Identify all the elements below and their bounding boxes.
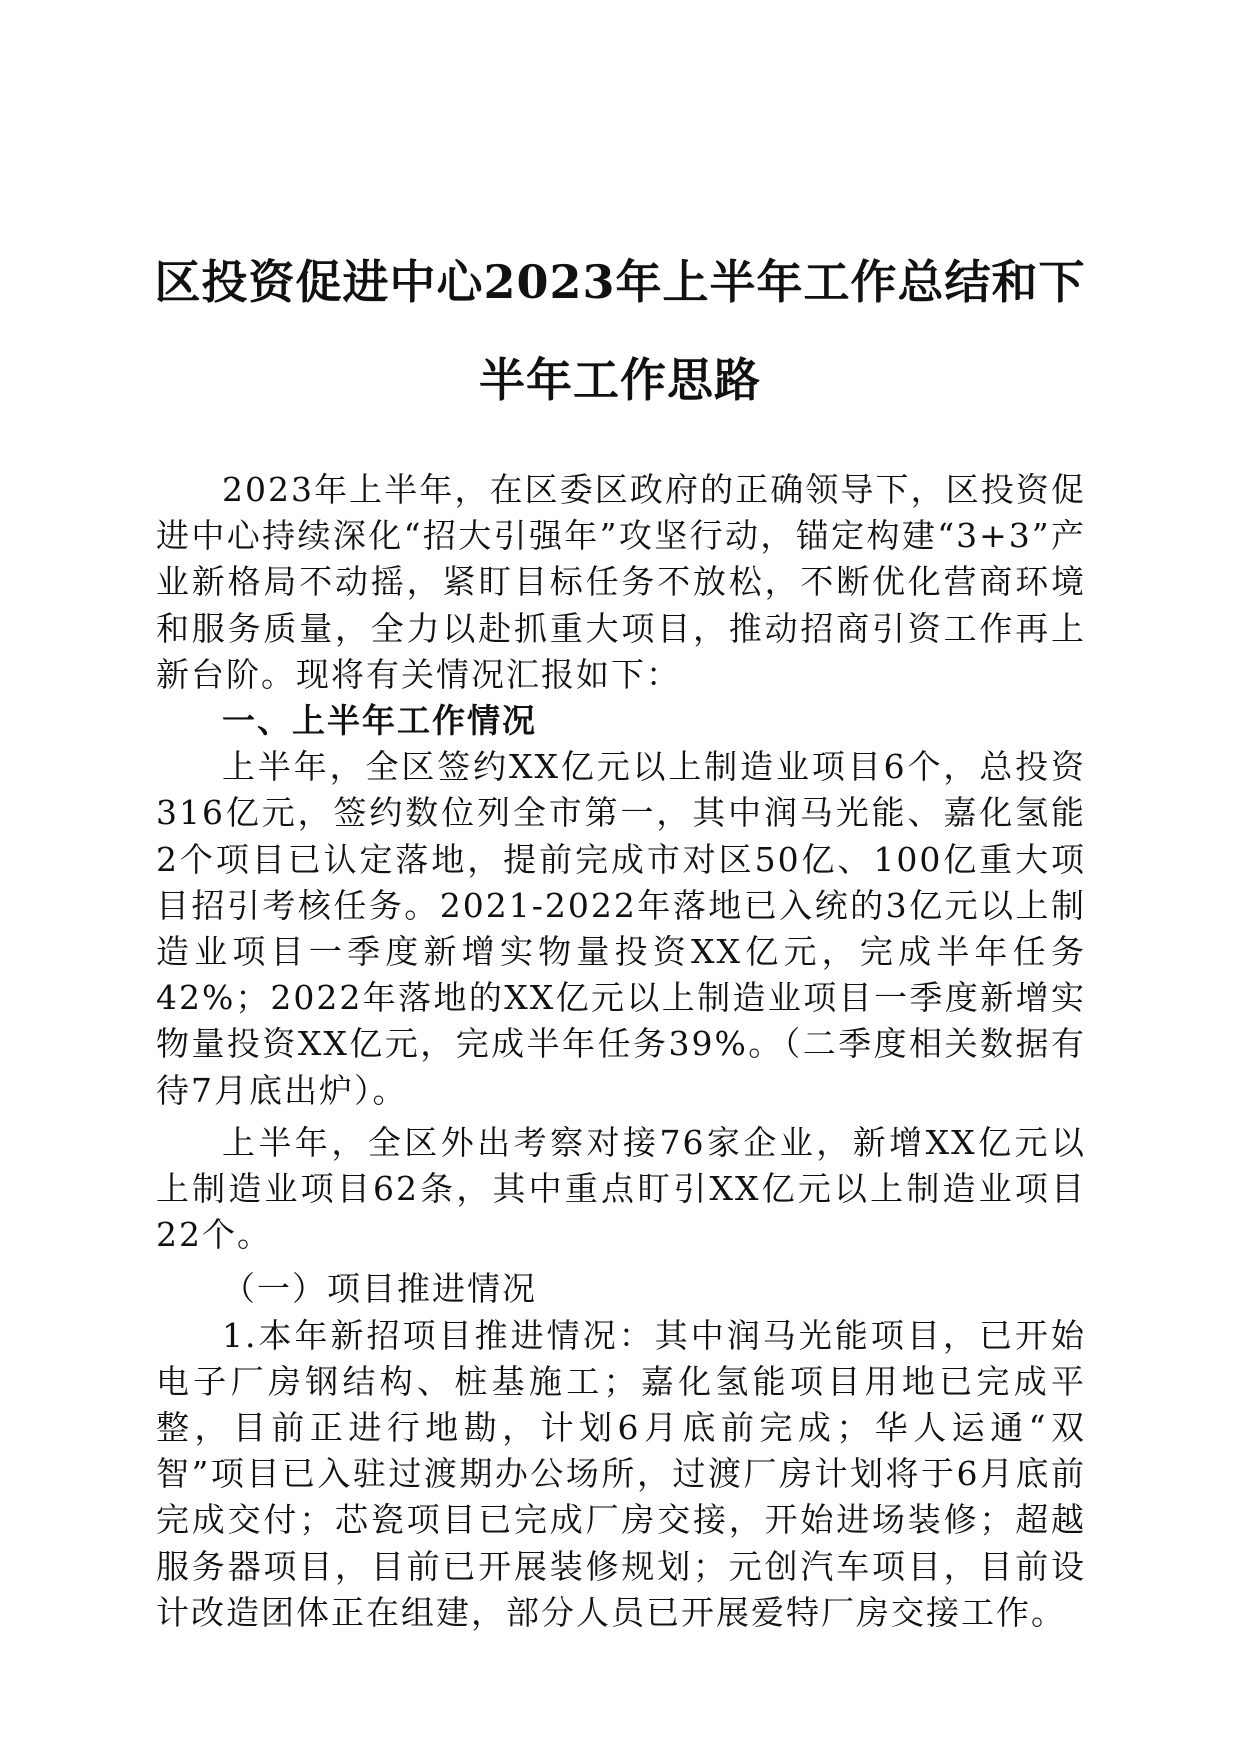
section1-paragraph-2: 上半年，全区外出考察对接76家企业，新增XX亿元以上制造业项目62条，其中重点盯引XX亿元以上制造业项目22个。 [156, 1122, 1086, 1255]
section-heading-1: 一、上半年工作情况 [222, 701, 537, 741]
subsection1-paragraph-1: 1.本年新招项目推进情况：其中润马光能项目，已开始电子厂房钢结构、桩基施工；嘉化氢能项目用地已完成平整，目前正进行地勘，计划6月底前完成；华人运通“双智”项目已入驻过渡期办公场所，过渡厂房计划将于6月底前完成交付；芯瓷项目已完成厂房交接，开始进场装修；超越服务器项目，目前已开展装修规划；元创汽车项目，目前设计改造团体正在组建，部分人员已开展爱特厂房交接工作。 [156, 1315, 1086, 1632]
intro-paragraph: 2023年上半年，在区委区政府的正确领导下，区投资促进中心持续深化“招大引强年”攻坚行动，锚定构建“3+3”产业新格局不动摇，紧盯目标任务不放松，不断优化营商环境和服务质量，全力以赴抓重大项目，推动招商引资工作再上新台阶。现将有关情况汇报如下： [156, 470, 1086, 694]
document-body [156, 467, 1086, 1636]
document-title-line-2: 半年工作思路 [479, 353, 761, 407]
subsection-heading-1: （一）项目推进情况 [222, 1269, 537, 1309]
section1-paragraph-1: 上半年，全区签约XX亿元以上制造业项目6个，总投资316亿元，签约数位列全市第一，其中润马光能、嘉化氢能2个项目已认定落地，提前完成市对区50亿、100亿重大项目招引考核任务。2021-2022年落地已入统的3亿元以上制造业项目一季度新增实物量投资XX亿元，完成半年任务42%；2022年落地的XX亿元以上制造业项目一季度新增实物量投资XX亿元，完成半年任务39%。（二季度相关数据有待7月底出炉）。 [156, 747, 1086, 1110]
document-title-line-1: 区投资促进中心2023年上半年工作总结和下 [154, 255, 1086, 309]
